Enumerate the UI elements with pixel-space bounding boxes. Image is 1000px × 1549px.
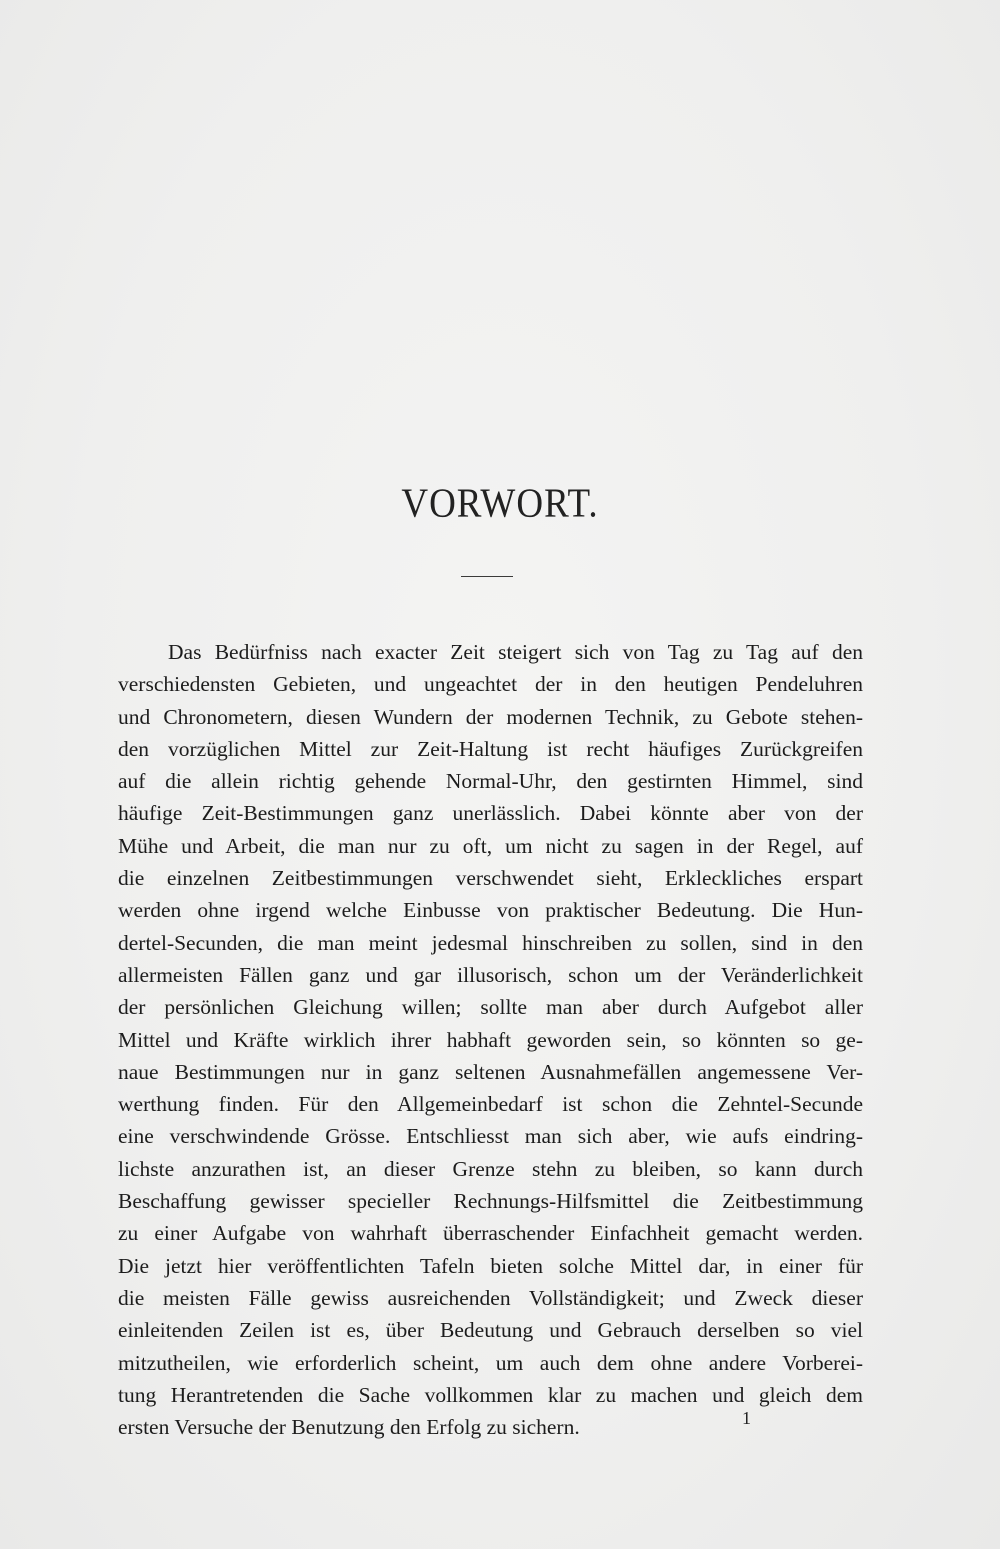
text-line: häufige Zeit-Bestimmungen ganz unerlässlich. Dabei könnte aber von der: [118, 801, 863, 826]
text-line: mitzutheilen, wie erforderlich scheint, um auch dem ohne andere Vorberei-: [118, 1350, 863, 1375]
page-title: VORWORT.: [401, 480, 599, 527]
preface-paragraph: [118, 636, 863, 1443]
text-line: die einzelnen Zeitbestimmungen verschwendet sieht, Erkleckliches erspart: [118, 866, 863, 891]
text-line: werden ohne irgend welche Einbusse von praktischer Bedeutung. Die Hun-: [118, 898, 863, 923]
text-line: den vorzüglichen Mittel zur Zeit-Haltung ist recht häufiges Zurückgreifen: [118, 736, 863, 761]
text-line: Mühe und Arbeit, die man nur zu oft, um nicht zu sagen in der Regel, auf: [118, 833, 863, 858]
page-number: 1: [742, 1408, 751, 1428]
text-line: und Chronometern, diesen Wundern der modernen Technik, zu Gebote stehen-: [118, 704, 863, 729]
text-line: einleitenden Zeilen ist es, über Bedeutung und Gebrauch derselben so viel: [118, 1318, 863, 1343]
text-line: werthung finden. Für den Allgemeinbedarf ist schon die Zehntel-Secunde: [118, 1092, 863, 1117]
text-line: allermeisten Fällen ganz und gar illusorisch, schon um der Veränderlichkeit: [118, 962, 863, 987]
title-divider: [461, 576, 513, 577]
text-line: auf die allein richtig gehende Normal-Uhr, den gestirnten Himmel, sind: [118, 769, 863, 794]
text-line: naue Bestimmungen nur in ganz seltenen Ausnahmefällen angemessene Ver-: [118, 1059, 863, 1084]
text-line: eine verschwindende Grösse. Entschliesst man sich aber, wie aufs eindring-: [118, 1124, 863, 1149]
text-line: lichste anzurathen ist, an dieser Grenze stehn zu bleiben, so kann durch: [118, 1156, 863, 1181]
text-line: verschiedensten Gebieten, und ungeachtet der in den heutigen Pendeluhren: [118, 672, 863, 697]
text-line: dertel-Secunden, die man meint jedesmal hinschreiben zu sollen, sind in den: [118, 930, 863, 955]
text-line: tung Herantretenden die Sache vollkommen klar zu machen und gleich dem: [118, 1382, 863, 1407]
text-line: Beschaffung gewisser specieller Rechnungs-Hilfsmittel die Zeitbestimmung: [118, 1189, 863, 1214]
text-line: zu einer Aufgabe von wahrhaft überraschender Einfachheit gemacht werden.: [118, 1221, 863, 1246]
text-line: Die jetzt hier veröffentlichten Tafeln bieten solche Mittel dar, in einer für: [118, 1253, 863, 1278]
text-line: ersten Versuche der Benutzung den Erfolg zu sichern.: [118, 1415, 580, 1440]
text-line: der persönlichen Gleichung willen; sollte man aber durch Aufgebot aller: [118, 995, 863, 1020]
text-line: Das Bedürfniss nach exacter Zeit steigert sich von Tag zu Tag auf den: [168, 640, 863, 664]
text-line: Mittel und Kräfte wirklich ihrer habhaft geworden sein, so könnten so ge-: [118, 1027, 863, 1052]
text-line: die meisten Fälle gewiss ausreichenden Vollständigkeit; und Zweck dieser: [118, 1285, 863, 1310]
